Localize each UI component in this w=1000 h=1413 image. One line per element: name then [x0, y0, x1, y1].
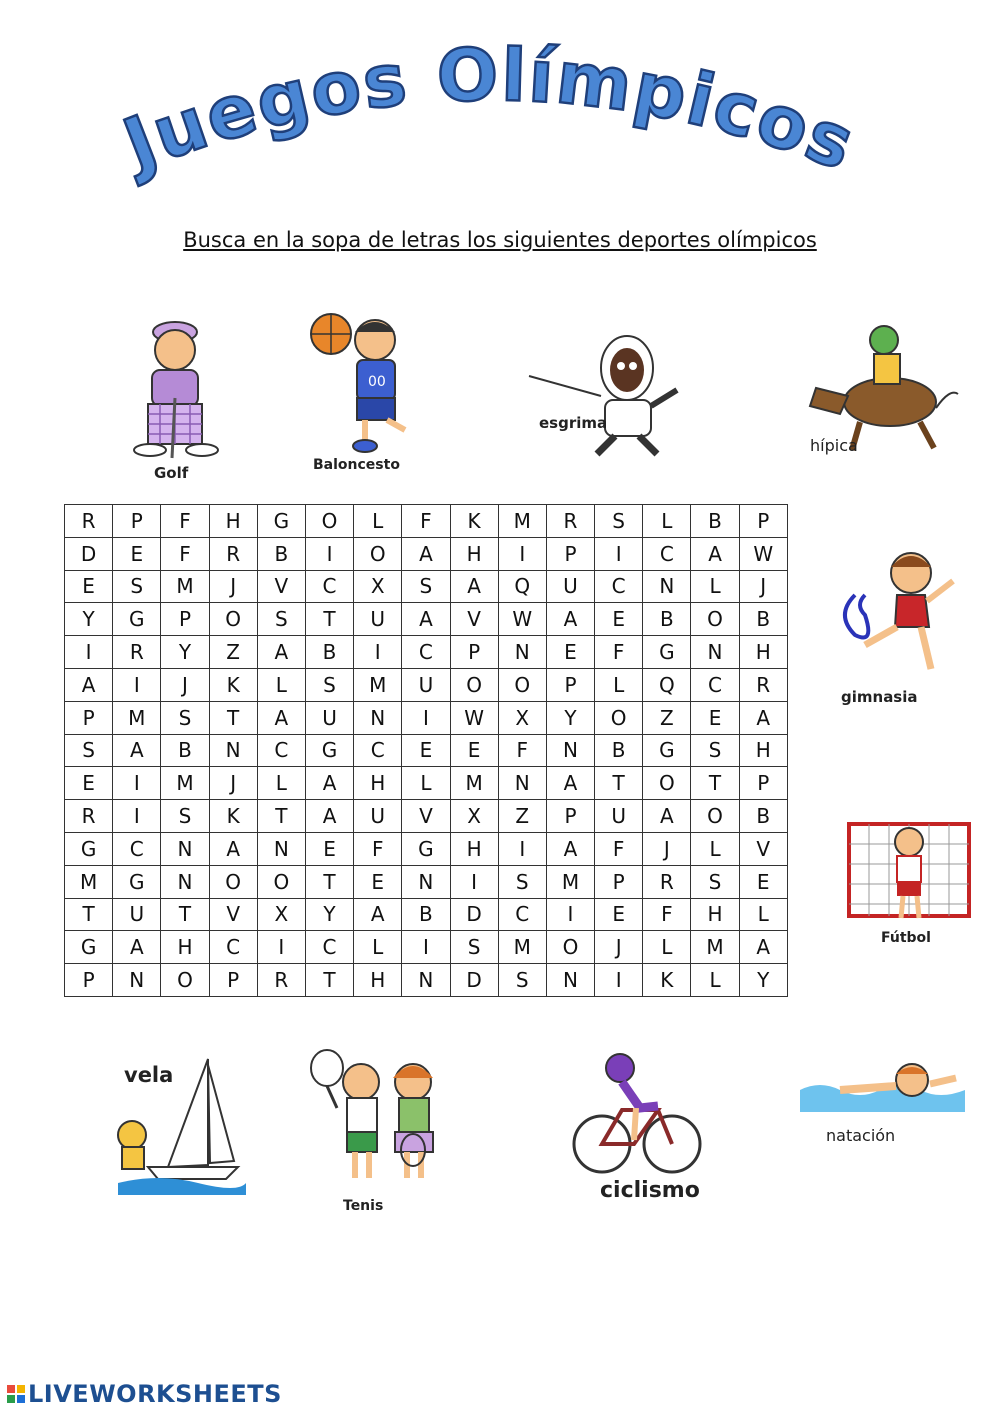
grid-cell[interactable]: S [161, 701, 209, 734]
grid-cell[interactable]: A [305, 800, 353, 833]
grid-cell[interactable]: Y [161, 636, 209, 669]
grid-cell[interactable]: G [643, 734, 691, 767]
grid-cell[interactable]: A [546, 767, 594, 800]
grid-cell[interactable]: J [643, 832, 691, 865]
grid-cell[interactable]: S [595, 505, 643, 538]
gimnasia-label: gimnasia [841, 688, 918, 706]
grid-cell[interactable]: H [739, 734, 787, 767]
grid-cell[interactable]: B [643, 603, 691, 636]
grid-cell[interactable]: U [546, 570, 594, 603]
sailboat-icon [98, 1055, 248, 1205]
grid-cell[interactable]: L [595, 668, 643, 701]
grid-cell[interactable]: O [209, 603, 257, 636]
grid-cell[interactable]: C [305, 931, 353, 964]
grid-cell[interactable]: I [257, 931, 305, 964]
grid-cell[interactable]: X [450, 800, 498, 833]
grid-cell[interactable]: S [498, 865, 546, 898]
grid-cell[interactable]: R [643, 865, 691, 898]
grid-cell[interactable]: J [209, 570, 257, 603]
grid-cell[interactable]: P [65, 701, 113, 734]
grid-cell[interactable]: S [498, 964, 546, 997]
grid-cell[interactable]: N [402, 865, 450, 898]
grid-cell[interactable]: G [257, 505, 305, 538]
grid-cell[interactable]: T [65, 898, 113, 931]
grid-cell[interactable]: Z [498, 800, 546, 833]
esgrima-illustration [527, 330, 697, 470]
grid-cell[interactable]: E [595, 898, 643, 931]
grid-cell[interactable]: E [65, 570, 113, 603]
tenis-label: Tenis [343, 1198, 384, 1214]
grid-cell[interactable]: Y [305, 898, 353, 931]
grid-cell[interactable]: N [691, 636, 739, 669]
grid-cell[interactable]: N [402, 964, 450, 997]
grid-cell[interactable]: O [691, 800, 739, 833]
grid-cell[interactable]: B [739, 603, 787, 636]
swimmer-icon [800, 1050, 965, 1120]
grid-cell[interactable]: C [595, 570, 643, 603]
tennis-players-icon [305, 1048, 465, 1198]
grid-cell[interactable]: K [643, 964, 691, 997]
grid-cell[interactable]: N [209, 734, 257, 767]
grid-cell[interactable]: I [498, 537, 546, 570]
grid-cell[interactable]: A [305, 767, 353, 800]
grid-cell[interactable]: K [209, 800, 257, 833]
instruction-text: Busca en la sopa de letras los siguientes deportes olímpicos [183, 228, 817, 252]
grid-cell[interactable]: W [498, 603, 546, 636]
grid-cell[interactable]: H [450, 832, 498, 865]
grid-row [65, 800, 788, 833]
grid-cell[interactable]: J [739, 570, 787, 603]
grid-cell[interactable]: C [402, 636, 450, 669]
grid-cell[interactable]: V [739, 832, 787, 865]
grid-cell[interactable]: A [739, 701, 787, 734]
fencer-icon [527, 330, 697, 466]
grid-cell[interactable]: L [354, 505, 402, 538]
grid-row [65, 832, 788, 865]
grid-cell[interactable]: N [643, 570, 691, 603]
grid-cell[interactable]: W [739, 537, 787, 570]
grid-cell[interactable]: A [402, 603, 450, 636]
grid-cell[interactable]: A [257, 701, 305, 734]
grid-cell[interactable]: I [354, 636, 402, 669]
grid-cell[interactable]: O [450, 668, 498, 701]
grid-cell[interactable]: C [113, 832, 161, 865]
grid-row [65, 636, 788, 669]
grid-cell[interactable]: K [450, 505, 498, 538]
grid-cell[interactable]: Q [643, 668, 691, 701]
grid-cell[interactable]: N [161, 865, 209, 898]
grid-row [65, 505, 788, 538]
grid-cell[interactable]: A [65, 668, 113, 701]
grid-cell[interactable]: I [113, 800, 161, 833]
vela-illustration [98, 1055, 248, 1205]
vela-label: vela [124, 1063, 174, 1087]
grid-cell[interactable]: G [113, 865, 161, 898]
grid-cell[interactable]: L [691, 964, 739, 997]
grid-cell[interactable]: A [209, 832, 257, 865]
grid-cell[interactable]: S [450, 931, 498, 964]
grid-cell[interactable]: A [450, 570, 498, 603]
page-title-text: uegos Olímpicos [141, 40, 860, 187]
svg-text:00: 00 [368, 374, 386, 390]
grid-row [65, 767, 788, 800]
grid-cell[interactable]: I [546, 898, 594, 931]
grid-cell[interactable]: M [161, 570, 209, 603]
grid-cell[interactable]: M [498, 505, 546, 538]
golfer-icon [120, 318, 230, 468]
grid-cell[interactable]: S [691, 865, 739, 898]
grid-cell[interactable]: L [354, 931, 402, 964]
goalkeeper-icon [845, 818, 975, 928]
gimnasia-illustration [835, 545, 965, 715]
cyclist-icon [568, 1050, 708, 1180]
grid-cell[interactable]: S [305, 668, 353, 701]
grid-cell[interactable]: O [305, 505, 353, 538]
grid-row [65, 701, 788, 734]
grid-cell[interactable]: I [402, 931, 450, 964]
grid-cell[interactable]: A [643, 800, 691, 833]
grid-cell[interactable]: U [595, 800, 643, 833]
grid-cell[interactable]: N [257, 832, 305, 865]
word-search-grid [64, 504, 788, 997]
grid-cell[interactable]: D [450, 964, 498, 997]
ciclismo-illustration [568, 1050, 708, 1210]
grid-cell[interactable]: L [402, 767, 450, 800]
grid-cell[interactable]: F [595, 636, 643, 669]
grid-cell[interactable]: H [161, 931, 209, 964]
grid-cell[interactable]: B [739, 800, 787, 833]
grid-cell[interactable]: A [402, 537, 450, 570]
grid-cell[interactable]: R [65, 800, 113, 833]
grid-cell[interactable]: I [450, 865, 498, 898]
grid-cell[interactable]: N [498, 767, 546, 800]
grid-cell[interactable]: K [209, 668, 257, 701]
grid-cell[interactable]: A [113, 931, 161, 964]
grid-cell[interactable]: A [546, 832, 594, 865]
grid-cell[interactable]: F [402, 505, 450, 538]
grid-cell[interactable]: P [65, 964, 113, 997]
grid-cell[interactable]: H [354, 767, 402, 800]
grid-cell[interactable]: M [546, 865, 594, 898]
grid-cell[interactable]: A [739, 931, 787, 964]
grid-cell[interactable]: Z [209, 636, 257, 669]
grid-cell[interactable]: B [691, 505, 739, 538]
grid-cell[interactable]: R [257, 964, 305, 997]
grid-cell[interactable]: T [257, 800, 305, 833]
grid-cell[interactable]: M [161, 767, 209, 800]
grid-cell[interactable]: L [257, 668, 305, 701]
grid-cell[interactable]: C [354, 734, 402, 767]
grid-cell[interactable]: U [402, 668, 450, 701]
grid-cell[interactable]: F [161, 537, 209, 570]
grid-cell[interactable]: L [643, 505, 691, 538]
grid-cell[interactable]: H [209, 505, 257, 538]
grid-cell[interactable]: U [305, 701, 353, 734]
grid-cell[interactable]: Y [739, 964, 787, 997]
grid-cell[interactable]: O [161, 964, 209, 997]
grid-row [65, 734, 788, 767]
grid-cell[interactable]: V [257, 570, 305, 603]
grid-cell[interactable]: C [498, 898, 546, 931]
grid-cell[interactable]: M [498, 931, 546, 964]
grid-cell[interactable]: P [209, 964, 257, 997]
grid-cell[interactable]: U [354, 603, 402, 636]
grid-cell[interactable]: R [65, 505, 113, 538]
grid-cell[interactable]: I [595, 537, 643, 570]
grid-row [65, 931, 788, 964]
grid-cell[interactable]: E [402, 734, 450, 767]
grid-cell[interactable]: C [257, 734, 305, 767]
grid-cell[interactable]: P [450, 636, 498, 669]
grid-cell[interactable]: Q [498, 570, 546, 603]
grid-cell[interactable]: N [161, 832, 209, 865]
esgrima-label: esgrima [539, 414, 608, 432]
grid-row [65, 964, 788, 997]
grid-row [65, 865, 788, 898]
baloncesto-label: Baloncesto [313, 457, 400, 473]
grid-cell[interactable]: S [691, 734, 739, 767]
grid-cell[interactable]: M [450, 767, 498, 800]
grid-cell[interactable]: S [113, 570, 161, 603]
grid-cell[interactable]: E [65, 767, 113, 800]
grid-cell[interactable]: T [691, 767, 739, 800]
grid-cell[interactable]: A [257, 636, 305, 669]
grid-cell[interactable]: G [113, 603, 161, 636]
grid-cell[interactable]: G [65, 931, 113, 964]
hipica-illustration [800, 318, 965, 468]
grid-cell[interactable]: E [113, 537, 161, 570]
grid-cell[interactable]: S [402, 570, 450, 603]
grid-cell[interactable]: O [546, 931, 594, 964]
grid-cell[interactable]: J [161, 668, 209, 701]
grid-cell[interactable]: L [739, 898, 787, 931]
grid-cell[interactable]: B [402, 898, 450, 931]
liveworksheets-logo-icon [6, 1383, 26, 1405]
grid-cell[interactable]: T [209, 701, 257, 734]
grid-cell[interactable]: R [546, 505, 594, 538]
tenis-illustration [305, 1048, 465, 1218]
grid-cell[interactable]: F [161, 505, 209, 538]
grid-cell[interactable]: D [450, 898, 498, 931]
grid-cell[interactable]: B [257, 537, 305, 570]
grid-cell[interactable]: E [691, 701, 739, 734]
grid-cell[interactable]: B [595, 734, 643, 767]
grid-cell[interactable]: I [305, 537, 353, 570]
grid-cell[interactable]: E [739, 865, 787, 898]
grid-cell[interactable]: N [113, 964, 161, 997]
grid-cell[interactable]: H [739, 636, 787, 669]
golf-illustration [120, 318, 230, 483]
futbol-illustration [845, 818, 975, 950]
grid-cell[interactable]: U [113, 898, 161, 931]
grid-cell[interactable]: G [643, 636, 691, 669]
grid-cell[interactable]: P [739, 767, 787, 800]
baloncesto-illustration [305, 310, 425, 475]
grid-cell[interactable]: Z [643, 701, 691, 734]
grid-cell[interactable]: B [305, 636, 353, 669]
grid-cell[interactable]: P [546, 537, 594, 570]
grid-cell[interactable]: O [498, 668, 546, 701]
grid-cell[interactable]: I [113, 767, 161, 800]
grid-cell[interactable]: C [305, 570, 353, 603]
grid-cell[interactable]: N [546, 734, 594, 767]
grid-cell[interactable]: V [402, 800, 450, 833]
grid-cell[interactable]: O [595, 701, 643, 734]
grid-cell[interactable]: O [209, 865, 257, 898]
golf-label: Golf [154, 464, 189, 482]
grid-cell[interactable]: B [161, 734, 209, 767]
grid-row [65, 537, 788, 570]
grid-cell[interactable]: P [161, 603, 209, 636]
brand-name: LIVEWORKSHEETS [28, 1380, 282, 1408]
grid-cell[interactable]: U [354, 800, 402, 833]
grid-cell[interactable]: T [595, 767, 643, 800]
grid-cell[interactable]: T [305, 865, 353, 898]
grid-cell[interactable]: I [65, 636, 113, 669]
grid-cell[interactable]: A [113, 734, 161, 767]
grid-cell[interactable]: E [546, 636, 594, 669]
grid-row [65, 668, 788, 701]
grid-cell[interactable]: J [595, 931, 643, 964]
grid-cell[interactable]: L [257, 767, 305, 800]
grid-cell[interactable]: D [65, 537, 113, 570]
grid-cell[interactable]: S [65, 734, 113, 767]
grid-cell[interactable]: R [113, 636, 161, 669]
grid-cell[interactable]: G [305, 734, 353, 767]
grid-cell[interactable]: G [402, 832, 450, 865]
footer-brand [6, 1380, 282, 1408]
grid-cell[interactable]: X [354, 570, 402, 603]
grid-cell[interactable]: S [161, 800, 209, 833]
grid-cell[interactable]: E [354, 865, 402, 898]
grid-cell[interactable]: T [305, 964, 353, 997]
grid-cell[interactable]: A [691, 537, 739, 570]
grid-cell[interactable]: R [739, 668, 787, 701]
grid-cell[interactable]: Y [546, 701, 594, 734]
grid-cell[interactable]: W [450, 701, 498, 734]
basketball-player-icon [305, 310, 425, 458]
grid-cell[interactable]: V [209, 898, 257, 931]
grid-cell[interactable]: N [498, 636, 546, 669]
grid-cell[interactable]: M [691, 931, 739, 964]
hipica-label: hípica [810, 436, 858, 455]
grid-cell[interactable]: M [113, 701, 161, 734]
grid-cell[interactable]: H [354, 964, 402, 997]
grid-cell[interactable]: F [354, 832, 402, 865]
grid-cell[interactable]: C [209, 931, 257, 964]
grid-cell[interactable]: M [65, 865, 113, 898]
grid-cell[interactable]: N [546, 964, 594, 997]
grid-cell[interactable]: H [691, 898, 739, 931]
grid-cell[interactable]: O [257, 865, 305, 898]
grid-cell[interactable]: L [643, 931, 691, 964]
natacion-illustration [800, 1050, 965, 1150]
grid-cell[interactable]: C [691, 668, 739, 701]
grid-cell[interactable]: O [643, 767, 691, 800]
grid-cell[interactable]: P [546, 800, 594, 833]
grid-cell[interactable]: I [402, 701, 450, 734]
grid-cell[interactable]: E [595, 603, 643, 636]
grid-cell[interactable]: R [209, 537, 257, 570]
grid-cell[interactable]: E [450, 734, 498, 767]
grid-row [65, 898, 788, 931]
grid-cell[interactable]: J [209, 767, 257, 800]
grid-cell[interactable]: G [65, 832, 113, 865]
grid-cell[interactable]: P [739, 505, 787, 538]
grid-cell[interactable]: N [354, 701, 402, 734]
gymnast-icon [835, 545, 965, 685]
grid-cell[interactable]: I [113, 668, 161, 701]
grid-row [65, 570, 788, 603]
grid-cell[interactable]: X [498, 701, 546, 734]
grid-cell[interactable]: S [257, 603, 305, 636]
ciclismo-label: ciclismo [600, 1178, 700, 1203]
grid-cell[interactable]: A [354, 898, 402, 931]
grid-cell[interactable]: P [546, 668, 594, 701]
grid-cell[interactable]: L [691, 570, 739, 603]
grid-cell[interactable]: L [691, 832, 739, 865]
grid-cell[interactable]: F [595, 832, 643, 865]
grid-cell[interactable]: I [498, 832, 546, 865]
grid-cell[interactable]: F [498, 734, 546, 767]
futbol-label: Fútbol [881, 930, 931, 946]
grid-cell[interactable]: F [643, 898, 691, 931]
grid-cell[interactable]: V [450, 603, 498, 636]
grid-cell[interactable]: Y [65, 603, 113, 636]
grid-cell[interactable]: C [643, 537, 691, 570]
grid-cell[interactable]: X [257, 898, 305, 931]
grid-cell[interactable]: P [595, 865, 643, 898]
grid-cell[interactable]: I [595, 964, 643, 997]
grid-cell[interactable]: O [691, 603, 739, 636]
grid-cell[interactable]: A [546, 603, 594, 636]
grid-cell[interactable]: E [305, 832, 353, 865]
grid-cell[interactable]: H [450, 537, 498, 570]
grid-cell[interactable]: M [354, 668, 402, 701]
grid-cell[interactable]: T [161, 898, 209, 931]
grid-cell[interactable]: P [113, 505, 161, 538]
page-title [120, 40, 860, 190]
grid-cell[interactable]: O [354, 537, 402, 570]
grid-cell[interactable]: T [305, 603, 353, 636]
natacion-label: natación [826, 1126, 896, 1145]
grid-row [65, 603, 788, 636]
